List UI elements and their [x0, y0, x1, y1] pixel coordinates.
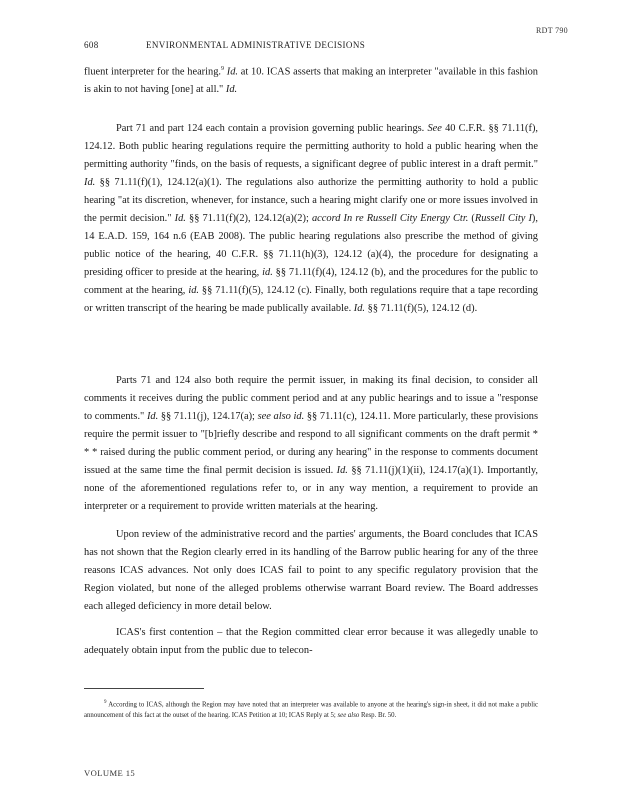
text: §§ 71.11(f)(5), 124.12 (c). Finally, both regulations require that a tape recording or written transcript of the hearing be made publically available.: [84, 285, 539, 314]
footnote-ref: 9: [221, 66, 225, 72]
text: §§ 71.11(j)(1)(ii), 124.17(a)(1). Importantly, none of the aforementioned regulations refer to, or in any way mention, a requirement to provide an interpreter or a requirement to provide written materials at the hearing.: [84, 465, 538, 512]
running-title: ENVIRONMENTAL ADMINISTRATIVE DECISIONS: [146, 40, 366, 50]
text: §§ 71.11(f)(4), 124.12 (b), and the procedures for the public to comment at the hearing,: [84, 267, 539, 296]
citation-id: Id.: [333, 465, 348, 476]
citation-id: Id.: [144, 411, 159, 422]
text: (: [468, 213, 475, 224]
citation-case: accord In re Russell City Energy Ctr.: [308, 213, 469, 224]
signal-see: See: [424, 123, 442, 134]
text: Part 71 and part 124 each contain a provision governing public hearings.: [116, 123, 425, 134]
footnote-marker: 9: [104, 700, 107, 705]
page-number: 608: [84, 40, 99, 50]
citation-id: Id.: [223, 84, 238, 96]
text: §§ 71.11(c), 124.11. More particularly, these provisions require the permit issuer to "[b]riefly describe and respond to all significant comments on the draft permit * * * raised during the public comment period, or during any hearing" in the response to comments document issued at the same time the final permit decision is issued.: [84, 411, 539, 476]
text: §§ 71.11(j), 124.17(a);: [158, 411, 255, 422]
footnote-divider: [84, 688, 204, 689]
paragraph-1-text: fluent interpreter for the hearing.: [84, 66, 222, 78]
paragraph-1-text-2: at 10. ICAS asserts that making an interpreter "available in this fashion is akin to not having [one] at all.": [84, 66, 538, 96]
paragraph-3: [84, 372, 538, 516]
citation-id: Id.: [224, 66, 239, 78]
footnote-text: According to ICAS, although the Region may have noted that an interpreter was available to anyone at the hearing's sign-in sheet, it did not make a public announcement of this fact at the outset of the hearing. ICAS Petition at 10; ICAS Reply at 5;: [84, 701, 538, 720]
text: §§ 71.11(f)(1), 124.12(a)(1). The regulations also authorize the permitting authority to hold a public hearing "at its discretion, whenever, for instance, such a hearing might clarify one or more issues involved in the permit decision.": [84, 177, 538, 224]
text: ICAS's first contention – that the Region committed clear error because it was allegedly unable to adequately obtain input from the public due to telecon-: [84, 627, 538, 656]
text: Upon review of the administrative record and the parties' arguments, the Board concludes that ICAS has not shown that the Region clearly erred in its handling of the Barrow public hearing for any of the three reasons ICAS advances. Not only does ICAS fail to point to any specific regulatory provision that the Region violated, but none of the alleged problems otherwise warrant Board review. The Board addresses each alleged deficiency in more detail below.: [84, 529, 538, 612]
text: §§ 71.11(f)(5), 124.12 (d).: [365, 303, 478, 314]
document-id: RDT 790: [536, 26, 568, 35]
signal-see-also: see also: [335, 712, 360, 720]
paragraph-2: [84, 120, 538, 318]
paragraph-4: [84, 526, 538, 616]
text: Parts 71 and 124 also both require the permit issuer, in making its final decision, to consider all comments it receives during the public comment period and at any public hearings and to issue a "response to comments.": [84, 375, 538, 422]
signal-see-also: see also id.: [254, 411, 305, 422]
footnote: [84, 697, 538, 721]
citation-id: Id.: [171, 213, 186, 224]
text: §§ 71.11(f)(2), 124.12(a)(2);: [185, 213, 309, 224]
citation-id: id.: [259, 267, 273, 278]
citation-id: id.: [185, 285, 199, 296]
citation-short: Russell City I: [474, 213, 532, 224]
volume-footer: VOLUME 15: [84, 768, 136, 778]
footnote-text: Resp. Br. 50.: [359, 712, 397, 720]
paragraph-1: [84, 60, 538, 99]
citation-id: Id.: [351, 303, 366, 314]
text: ), 14 E.A.D. 159, 164 n.6 (EAB 2008). The public hearing regulations also prescribe the method of giving public notice of the hearing, 40 C.F.R. §§ 71.11(h)(3), 124.12 (a)(4), the procedure for designating a presiding officer to preside at the hearing,: [84, 213, 538, 278]
paragraph-5: [84, 624, 538, 660]
text: 40 C.F.R. §§ 71.11(f), 124.12. Both public hearing regulations require the permitting authority to hold a public hearing when the permitting authority "finds, on the basis of requests, a significant degree of public interest in a draft permit.": [84, 123, 538, 170]
citation-id: Id.: [84, 177, 96, 188]
